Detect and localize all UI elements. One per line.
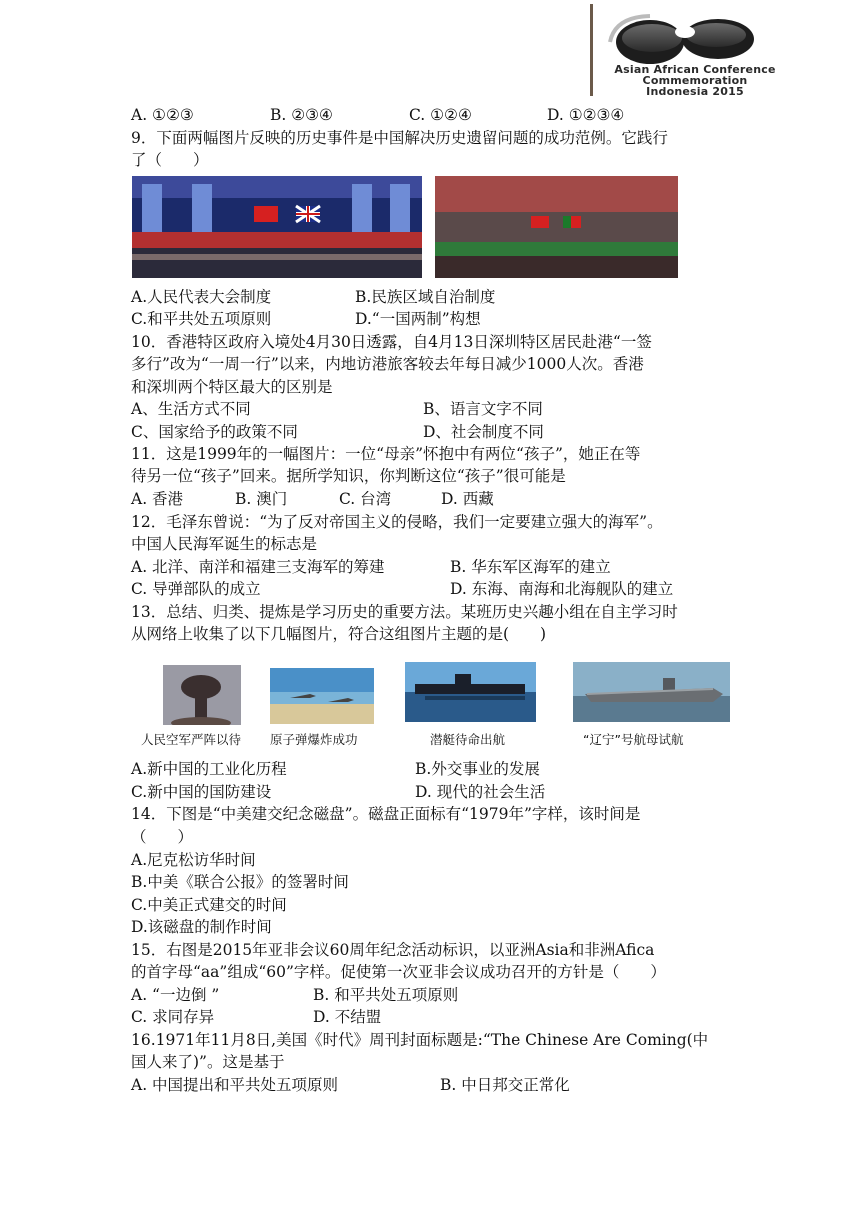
aa-60-logo-mark	[590, 2, 790, 72]
q15-option-d: D. 不结盟	[313, 1008, 382, 1026]
q12-option-c: C. 导弹部队的成立	[131, 580, 261, 598]
q13-stem-line2: 从网络上收集了以下几幅图片，符合这组图片主题的是( )	[131, 625, 547, 643]
q14-option-d: D.该磁盘的制作时间	[131, 918, 272, 936]
q10-stem-line3: 和深圳两个特区最大的区别是	[131, 378, 333, 396]
caption-atomic-bomb: 原子弹爆炸成功	[270, 732, 358, 747]
caption-air-force: 人民空军严阵以待	[141, 732, 242, 747]
q9-option-c: C.和平共处五项原则	[131, 310, 272, 328]
hong-kong-handover-photo	[132, 176, 422, 278]
q15-stem-line2: 的首字母“aa”组成“60”字样。促使第一次亚非会议成功召开的方针是（ ）	[131, 963, 666, 981]
q14-option-a: A.尼克松访华时间	[131, 851, 256, 869]
q11-option-b: B. 澳门	[235, 490, 288, 508]
q10-stem-line1: 10．香港特区政府入境处4月30日透露，自4月13日深圳特区居民赴港“一签	[131, 333, 652, 351]
q15-stem-line1: 15．右图是2015年亚非会议60周年纪念活动标识，以亚洲Asia和非洲Afica	[131, 941, 655, 959]
q14-stem-line1: 14．下图是“中美建交纪念磁盘”。磁盘正面标有“1979年”字样，该时间是	[131, 805, 641, 823]
logo-text-line2: Commemoration	[642, 74, 748, 87]
logo-text-line1: Asian African Conference	[614, 63, 776, 76]
q8-option-d: D. ①②③④	[547, 106, 625, 124]
air-force-ready-photo	[163, 665, 241, 725]
q8-option-b: B. ②③④	[270, 106, 333, 124]
q9-stem-line2: 了（ ）	[131, 151, 209, 169]
q8-option-c: C. ①②④	[409, 106, 472, 124]
q12-stem-line2: 中国人民海军诞生的标志是	[131, 535, 318, 553]
q11-option-a: A. 香港	[131, 490, 184, 508]
q16-option-a: A. 中国提出和平共处五项原则	[131, 1076, 339, 1094]
q9-option-a: A.人民代表大会制度	[131, 288, 272, 306]
macau-handover-photo	[435, 176, 678, 278]
q12-option-b: B. 华东军区海军的建立	[450, 558, 611, 576]
q9-option-d: D.“一国两制”构想	[355, 310, 481, 328]
q14-stem-line2: （ ）	[131, 828, 194, 846]
q14-option-b: B.中美《联合公报》的签署时间	[131, 873, 349, 891]
q11-stem-line2: 待另一位“孩子”回来。据所学知识，你判断这位“孩子”很可能是	[131, 467, 566, 485]
liaoning-carrier-photo	[573, 662, 730, 722]
q15-option-a: A. “一边倒 ”	[131, 986, 220, 1004]
q13-stem-line1: 13．总结、归类、提炼是学习历史的重要方法。某班历史兴趣小组在自主学习时	[131, 603, 678, 621]
q16-stem-line2: 国人来了)”。这是基于	[131, 1053, 285, 1071]
logo-text-line3: Indonesia 2015	[646, 85, 744, 98]
q11-stem-line1: 11．这是1999年的一幅图片：一位“母亲”怀抱中有两位“孩子”，她正在等	[131, 445, 641, 463]
q13-option-b: B.外交事业的发展	[415, 760, 540, 778]
q11-option-c: C. 台湾	[339, 490, 392, 508]
q11-option-d: D. 西藏	[441, 490, 494, 508]
q9-stem-line1: 9．下面两幅图片反映的历史事件是中国解决历史遗留问题的成功范例。它践行	[131, 129, 668, 147]
q13-option-d: D. 现代的社会生活	[415, 783, 546, 801]
q8-option-a: A. ①②③	[131, 106, 194, 124]
q16-option-b: B. 中日邦交正常化	[440, 1076, 570, 1094]
q15-option-c: C. 求同存异	[131, 1008, 215, 1026]
q16-stem-line1: 16.1971年11月8日,美国《时代》周刊封面标题是:“The Chinese Are Coming(中	[131, 1031, 709, 1049]
q13-option-c: C.新中国的国防建设	[131, 783, 272, 801]
q15-option-b: B. 和平共处五项原则	[313, 986, 459, 1004]
q10-option-c: C、国家给予的政策不同	[131, 423, 298, 441]
atomic-bomb-photo	[270, 668, 374, 724]
caption-submarine: 潜艇待命出航	[430, 732, 506, 747]
asian-african-conference-logo	[590, 2, 790, 100]
submarine-photo	[405, 662, 536, 722]
q10-option-a: A、生活方式不同	[131, 400, 251, 418]
q13-option-a: A.新中国的工业化历程	[131, 760, 287, 778]
q12-option-a: A. 北洋、南洋和福建三支海军的筹建	[131, 558, 385, 576]
q10-stem-line2: 多行”改为“一周一行”以来，内地访港旅客较去年每日减少1000人次。香港	[131, 355, 644, 373]
q12-stem-line1: 12．毛泽东曾说：“为了反对帝国主义的侵略，我们一定要建立强大的海军”。	[131, 513, 663, 531]
q14-option-c: C.中美正式建交的时间	[131, 896, 287, 914]
q10-option-d: D、社会制度不同	[423, 423, 544, 441]
caption-carrier: “辽宁”号航母试航	[583, 732, 684, 747]
q10-option-b: B、语言文字不同	[423, 400, 543, 418]
q9-option-b: B.民族区域自治制度	[355, 288, 496, 306]
q12-option-d: D. 东海、南海和北海舰队的建立	[450, 580, 674, 598]
